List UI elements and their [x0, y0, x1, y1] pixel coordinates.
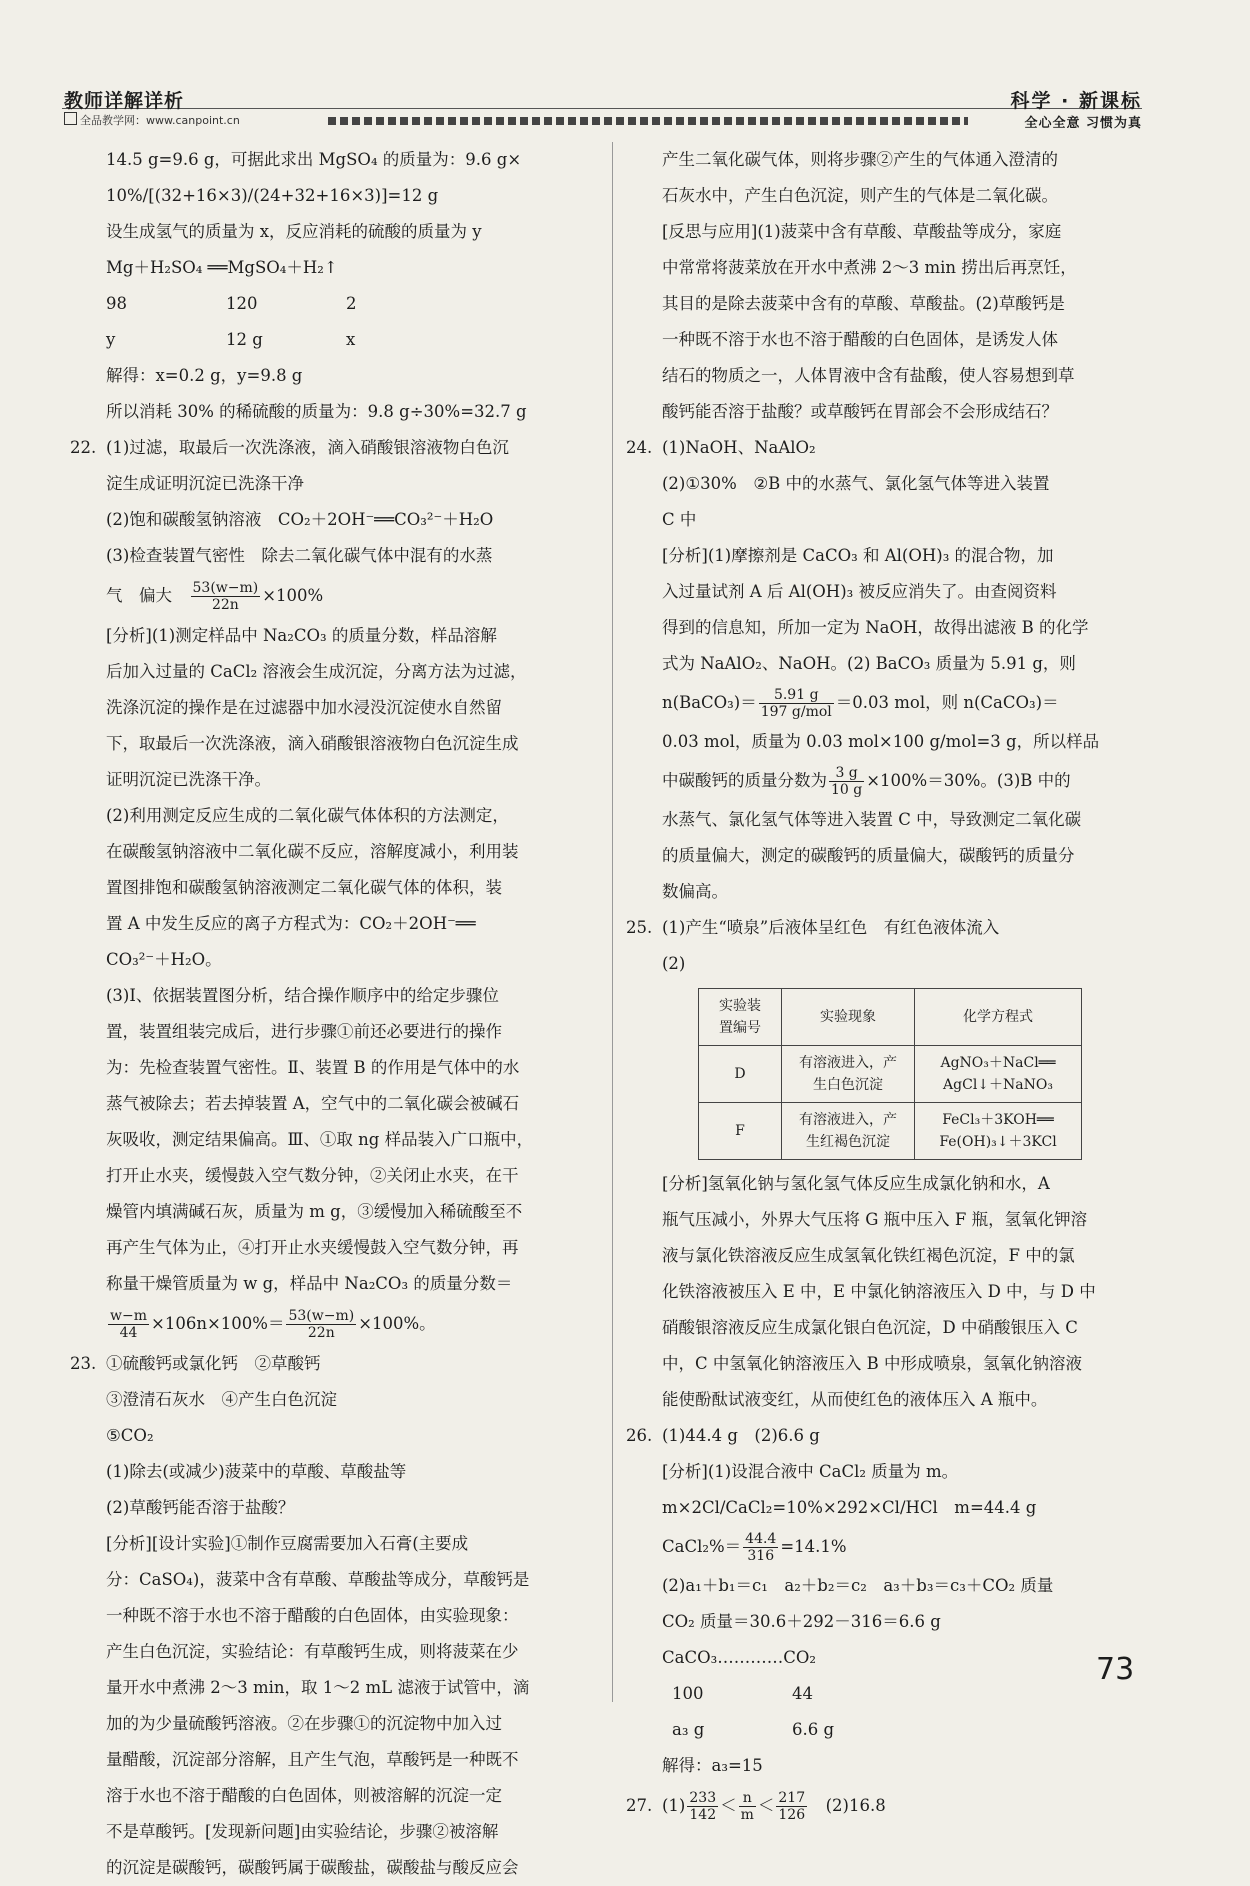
- text-fragment: ×100%＝30%。(3)B 中的: [866, 771, 1071, 790]
- text-line: C 中: [662, 510, 697, 529]
- denominator: m: [740, 1807, 754, 1823]
- text-line: ⑤CO₂: [106, 1426, 154, 1445]
- cell-text: 生白色沉淀: [813, 1077, 883, 1093]
- text-line: 中常常将菠菜放在开水中煮沸 2～3 min 捞出后再烹饪，: [662, 258, 1077, 277]
- text-line: (2): [662, 954, 686, 973]
- answer-25: [626, 910, 1144, 946]
- text-line: 在碳酸氢钠溶液中二氧化碳不反应，溶解度减小，利用装: [106, 842, 519, 861]
- text-line: CO₃²⁻＋H₂O。: [106, 950, 222, 969]
- text-line: 置 A 中发生反应的离子方程式为：CO₂＋2OH⁻══: [106, 914, 476, 933]
- ratio-line: [626, 1676, 1144, 1712]
- text-line: 得到的信息知，所加一定为 NaOH，故得出滤液 B 的化学: [662, 618, 1089, 637]
- cell-text: AgCl↓＋NaNO₃: [943, 1077, 1053, 1093]
- text-fragment: ×100%: [262, 586, 324, 605]
- question-number: 26.: [626, 1426, 653, 1445]
- numerator: w−m: [110, 1308, 147, 1324]
- text-line: 结石的物质之一，人体胃液中含有盐酸，使人容易想到草: [662, 366, 1075, 385]
- numerator: 44.4: [745, 1531, 777, 1547]
- formula-line: [626, 682, 1144, 724]
- table-cell: [782, 1046, 915, 1103]
- table-row: [699, 1103, 1082, 1160]
- text-line: 化铁溶液被压入 E 中，E 中氯化钠溶液压入 D 中，与 D 中: [662, 1282, 1096, 1301]
- text-line: 石灰水中，产生白色沉淀，则产生的气体是二氧化碳。: [662, 186, 1058, 205]
- answer-27: [626, 1784, 1144, 1828]
- formula-line: [626, 760, 1144, 802]
- ratio-value: 2: [346, 294, 357, 313]
- ratio-value: 120: [226, 294, 258, 313]
- text-line: 中，C 中氢氧化钠溶液压入 B 中形成喷泉，氢氧化钠溶液: [662, 1354, 1082, 1373]
- text-line: 后加入过量的 CaCl₂ 溶液会生成沉淀，分离方法为过滤，: [106, 662, 527, 681]
- text-line: 灰吸收，测定结果偏高。Ⅲ、①取 ng 样品装入广口瓶中，: [106, 1130, 534, 1149]
- table-cell: [915, 1103, 1082, 1160]
- text-line: m×2Cl/CaCl₂=10%×292×Cl/HCl m=44.4 g: [662, 1498, 1037, 1517]
- numerator: n: [739, 1790, 756, 1807]
- text-line: 式为 NaAlO₂、NaOH。(2) BaCO₃ 质量为 5.91 g，则: [662, 654, 1076, 673]
- ratio-value: x: [346, 330, 356, 349]
- text-line: [分析](1)测定样品中 Na₂CO₃ 的质量分数，样品溶解: [106, 626, 497, 645]
- fraction: [108, 1308, 149, 1341]
- experiment-table: [698, 988, 1082, 1160]
- text-line: 的质量偏大，测定的碳酸钙的质量偏大，碳酸钙的质量分: [662, 846, 1075, 865]
- text-line: 一种既不溶于水也不溶于醋酸的白色固体，由实验现象：: [106, 1606, 519, 1625]
- answer-24: [626, 430, 1144, 466]
- text-line: 设生成氢气的质量为 x，反应消耗的硫酸的质量为 y: [106, 222, 482, 241]
- text-line: (2)a₁＋b₁＝c₁ a₂＋b₂＝c₂ a₃＋b₃＝c₃＋CO₂ 质量: [662, 1576, 1054, 1595]
- text-fragment: 气 偏大: [106, 586, 172, 605]
- denominator: 316: [747, 1548, 775, 1564]
- column-divider: [612, 142, 613, 1702]
- text-line: 解得：a₃=15: [662, 1756, 763, 1775]
- text-fragment: (1): [662, 1796, 686, 1815]
- text-line: (2)①30% ②B 中的水蒸气、氯化氢气体等进入装置: [662, 474, 1050, 493]
- header-rule: [62, 108, 1142, 109]
- text-line: 14.5 g=9.6 g，可据此求出 MgSO₄ 的质量为：9.6 g×: [106, 150, 522, 169]
- cell-text: 生红褐色沉淀: [806, 1134, 890, 1150]
- text-line: 0.03 mol，质量为 0.03 mol×100 g/mol=3 g，所以样品: [662, 732, 1100, 751]
- fraction: [743, 1531, 778, 1564]
- text-line: 瓶气压减小，外界大气压将 G 瓶中压入 F 瓶，氢氧化钾溶: [662, 1210, 1088, 1229]
- text-line: 蒸气被除去；若去掉装置 A，空气中的二氧化碳会被碱石: [106, 1094, 520, 1113]
- question-number: 24.: [626, 438, 653, 457]
- question-number: 27.: [626, 1796, 653, 1815]
- site-text: 全品教学网：www.canpoint.cn: [80, 114, 240, 127]
- denominator: 142: [689, 1807, 717, 1823]
- text-line: CO₂ 质量＝30.6＋292－316＝6.6 g: [662, 1612, 941, 1631]
- formula-line: [70, 574, 595, 618]
- header-dashes: [328, 117, 968, 125]
- ratio-line: [70, 322, 595, 358]
- equation-line: Mg＋H₂SO₄ ══MgSO₄＋H₂↑: [106, 258, 338, 277]
- text-line: 一种既不溶于水也不溶于醋酸的白色固体，是诱发人体: [662, 330, 1058, 349]
- cell-text: FeCl₃＋3KOH══: [942, 1112, 1054, 1128]
- text-fragment: ＝0.03 mol，则 n(CaCO₃)＝: [835, 693, 1059, 712]
- ratio-line: [70, 286, 595, 322]
- text-fragment: =14.1%: [780, 1537, 847, 1556]
- text-line: 置图排饱和碳酸氢钠溶液测定二氧化碳气体的体积，装: [106, 878, 502, 897]
- text-line: 水蒸气、氯化氢气体等进入装置 C 中，导致测定二氧化碳: [662, 810, 1082, 829]
- text-fragment: ＜: [757, 1796, 775, 1815]
- text-line: [分析][设计实验]①制作豆腐需要加入石膏(主要成: [106, 1534, 469, 1553]
- text-line: 量醋酸，沉淀部分溶解，且产生气泡，草酸钙是一种既不: [106, 1750, 519, 1769]
- text-line: [分析](1)设混合液中 CaCl₂ 质量为 m。: [662, 1462, 959, 1481]
- denominator: 10 g: [831, 782, 863, 798]
- question-number: 22.: [70, 438, 97, 457]
- denominator: 126: [778, 1807, 806, 1823]
- text-line: 燥管内填满碱石灰，质量为 m g，③缓慢加入稀硫酸至不: [106, 1202, 523, 1221]
- text-fragment: ×100%。: [358, 1314, 436, 1333]
- table-cell: F: [699, 1103, 782, 1160]
- text-fragment: n(BaCO₃)＝: [662, 693, 757, 712]
- text-line: (3)Ⅰ、依据装置图分析，结合操作顺序中的给定步骤位: [106, 986, 499, 1005]
- text-line: 证明沉淀已洗涤干净。: [106, 770, 271, 789]
- text-line: 不是草酸钙。[发现新问题]由实验结论，步骤②被溶解: [106, 1822, 499, 1841]
- cell-text: AgNO₃＋NaCl══: [940, 1055, 1056, 1071]
- text-line: 下，取最后一次洗涤液，滴入硝酸银溶液物白色沉淀生成: [106, 734, 519, 753]
- table-cell: [782, 1103, 915, 1160]
- answer-23: [70, 1346, 595, 1382]
- fraction: [191, 580, 261, 613]
- answer-26: [626, 1418, 1144, 1454]
- text-line: (1)过滤，取最后一次洗涤液，滴入硝酸银溶液物白色沉: [106, 438, 509, 457]
- answer-22: [70, 430, 595, 466]
- text-line: [反思与应用](1)菠菜中含有草酸、草酸盐等成分，家庭: [662, 222, 1062, 241]
- ratio-value: y: [106, 330, 116, 349]
- table-header: 化学方程式: [915, 989, 1082, 1046]
- ratio-value: 44: [792, 1684, 813, 1703]
- numerator: 3 g: [829, 765, 864, 782]
- numerator: 233: [689, 1790, 717, 1806]
- text-fragment: ＜: [720, 1796, 737, 1815]
- text-line: 硝酸银溶液反应生成氯化银白色沉淀，D 中硝酸银压入 C: [662, 1318, 1078, 1337]
- text-line: [分析](1)摩擦剂是 CaCO₃ 和 Al(OH)₃ 的混合物，加: [662, 546, 1054, 565]
- numerator: 5.91 g: [759, 687, 834, 704]
- right-column: [626, 142, 1144, 1828]
- table-cell: D: [699, 1046, 782, 1103]
- ratio-value: 98: [106, 294, 127, 313]
- question-number: 23.: [70, 1354, 97, 1373]
- text-line: 加的为少量硫酸钙溶液。②在步骤①的沉淀物中加入过: [106, 1714, 502, 1733]
- formula-line: [626, 1526, 1144, 1568]
- text-line: 入过量试剂 A 后 Al(OH)₃ 被反应消失了。由查阅资料: [662, 582, 1057, 601]
- text-line: 量开水中煮沸 2～3 min，取 1～2 mL 滤液于试管中，滴: [106, 1678, 530, 1697]
- ratio-line: [626, 1712, 1144, 1748]
- fraction: [776, 1790, 807, 1823]
- table-header: 实验现象: [782, 989, 915, 1046]
- page-number: 73: [1096, 1652, 1135, 1687]
- text-line: 分：CaSO₄)，菠菜中含有草酸、草酸盐等成分，草酸钙是: [106, 1570, 530, 1589]
- text-line: 酸钙能否溶于盐酸？或草酸钙在胃部会不会形成结石？: [662, 402, 1058, 421]
- fraction: [829, 765, 864, 798]
- ratio-value: 6.6 g: [792, 1720, 835, 1739]
- header-subject: 科学 · 新课标: [1010, 90, 1142, 112]
- text-line: 置，装置组装完成后，进行步骤①前还必要进行的操作: [106, 1022, 502, 1041]
- text-line: (2)草酸钙能否溶于盐酸？: [106, 1498, 295, 1517]
- cell-text: 有溶液进入，产: [799, 1112, 897, 1128]
- text-line: 所以消耗 30% 的稀硫酸的质量为：9.8 g÷30%=32.7 g: [106, 402, 527, 421]
- text-line: 为：先检查装置气密性。Ⅱ、装置 B 的作用是气体中的水: [106, 1058, 520, 1077]
- text-line: ③澄清石灰水 ④产生白色沉淀: [106, 1390, 337, 1409]
- fraction: [759, 687, 834, 720]
- text-fragment: CaCl₂%＝: [662, 1537, 742, 1556]
- text-line: 产生白色沉淀，实验结论：有草酸钙生成，则将菠菜在少: [106, 1642, 519, 1661]
- denominator: 22n: [211, 597, 239, 613]
- header-slogan: 全心全意 习惯为真: [1024, 116, 1142, 131]
- table-row: [699, 1046, 1082, 1103]
- fraction: [286, 1308, 356, 1341]
- text-line: 再产生气体为止，④打开止水夹缓慢鼓入空气数分钟，再: [106, 1238, 519, 1257]
- text-line: (2)利用测定反应生成的二氧化碳气体体积的方法测定，: [106, 806, 509, 825]
- text-fragment: ×106n×100%＝: [151, 1314, 285, 1333]
- text-line: [分析]氢氧化钠与氢化氢气体反应生成氯化钠和水，A: [662, 1174, 1050, 1193]
- text-line: (3)检查装置气密性 除去二氧化碳气体中混有的水蒸: [106, 546, 493, 565]
- text-line: 数偏高。: [662, 882, 728, 901]
- text-line: ①硫酸钙或氯化钙 ②草酸钙: [106, 1354, 321, 1373]
- text-line: 10%/[(32+16×3)/(24+32+16×3)]=12 g: [106, 186, 439, 205]
- text-fragment: 中碳酸钙的质量分数为: [662, 771, 827, 790]
- numerator: 53(w−m): [192, 580, 259, 596]
- left-column: [70, 142, 595, 1886]
- text-line: (1)除去(或减少)菠菜中的草酸、草酸盐等: [106, 1462, 407, 1481]
- text-fragment: (2)16.8: [825, 1796, 886, 1815]
- denominator: 22n: [307, 1325, 335, 1341]
- fraction: [739, 1790, 756, 1823]
- ratio-value: 100: [672, 1684, 704, 1703]
- table-header: [699, 989, 782, 1046]
- ratio-value: a₃ g: [672, 1720, 705, 1739]
- text-line: 解得：x=0.2 g，y=9.8 g: [106, 366, 303, 385]
- numerator: 53(w−m): [288, 1308, 355, 1324]
- header-text: 置编号: [719, 1020, 761, 1036]
- text-line: 的沉淀是碳酸钙，碳酸钙属于碳酸盐，碳酸盐与酸反应会: [106, 1858, 519, 1877]
- text-line: 淀生成证明沉淀已洗涤干净: [106, 474, 304, 493]
- denominator: 197 g/mol: [760, 704, 832, 720]
- question-number: 25.: [626, 918, 653, 937]
- text-line: CaCO₃…………CO₂: [662, 1648, 816, 1667]
- header-title: 教师详解详析: [64, 90, 185, 112]
- text-line: 洗涤沉淀的操作是在过滤器中加水浸没沉淀使水自然留: [106, 698, 502, 717]
- text-line: 溶于水也不溶于醋酸的白色固体，则被溶解的沉淀一定: [106, 1786, 502, 1805]
- text-line: (1)NaOH、NaAlO₂: [662, 438, 816, 457]
- text-line: 能使酚酞试液变红，从而使红色的液体压入 A 瓶中。: [662, 1390, 1048, 1409]
- text-line: (1)44.4 g (2)6.6 g: [662, 1426, 820, 1445]
- text-line: 打开止水夹，缓慢鼓入空气数分钟，②关闭止水夹，在干: [106, 1166, 519, 1185]
- header-text: 实验装: [719, 998, 761, 1014]
- text-line: 液与氯化铁溶液反应生成氢氧化铁红褐色沉淀，F 中的氯: [662, 1246, 1075, 1265]
- text-line: 其目的是除去菠菜中含有的草酸、草酸盐。(2)草酸钙是: [662, 294, 1065, 313]
- text-line: 产生二氧化碳气体，则将步骤②产生的气体通入澄清的: [662, 150, 1058, 169]
- text-line: (1)产生“喷泉”后液体呈红色 有红色液体流入: [662, 918, 1000, 937]
- logo-icon: [64, 112, 77, 125]
- text-line: (2)饱和碳酸氢钠溶液 CO₂＋2OH⁻══CO₃²⁻＋H₂O: [106, 510, 494, 529]
- text-line: 称量干燥管质量为 w g，样品中 Na₂CO₃ 的质量分数＝: [106, 1274, 513, 1293]
- table-cell: [915, 1046, 1082, 1103]
- table-header-row: [699, 989, 1082, 1046]
- ratio-value: 12 g: [226, 330, 263, 349]
- numerator: 217: [778, 1790, 806, 1806]
- denominator: 44: [119, 1325, 138, 1341]
- header-site: [64, 112, 240, 128]
- formula-line: [70, 1302, 595, 1346]
- fraction: [687, 1790, 718, 1823]
- cell-text: 有溶液进入，产: [799, 1055, 897, 1071]
- cell-text: Fe(OH)₃↓＋3KCl: [939, 1134, 1057, 1150]
